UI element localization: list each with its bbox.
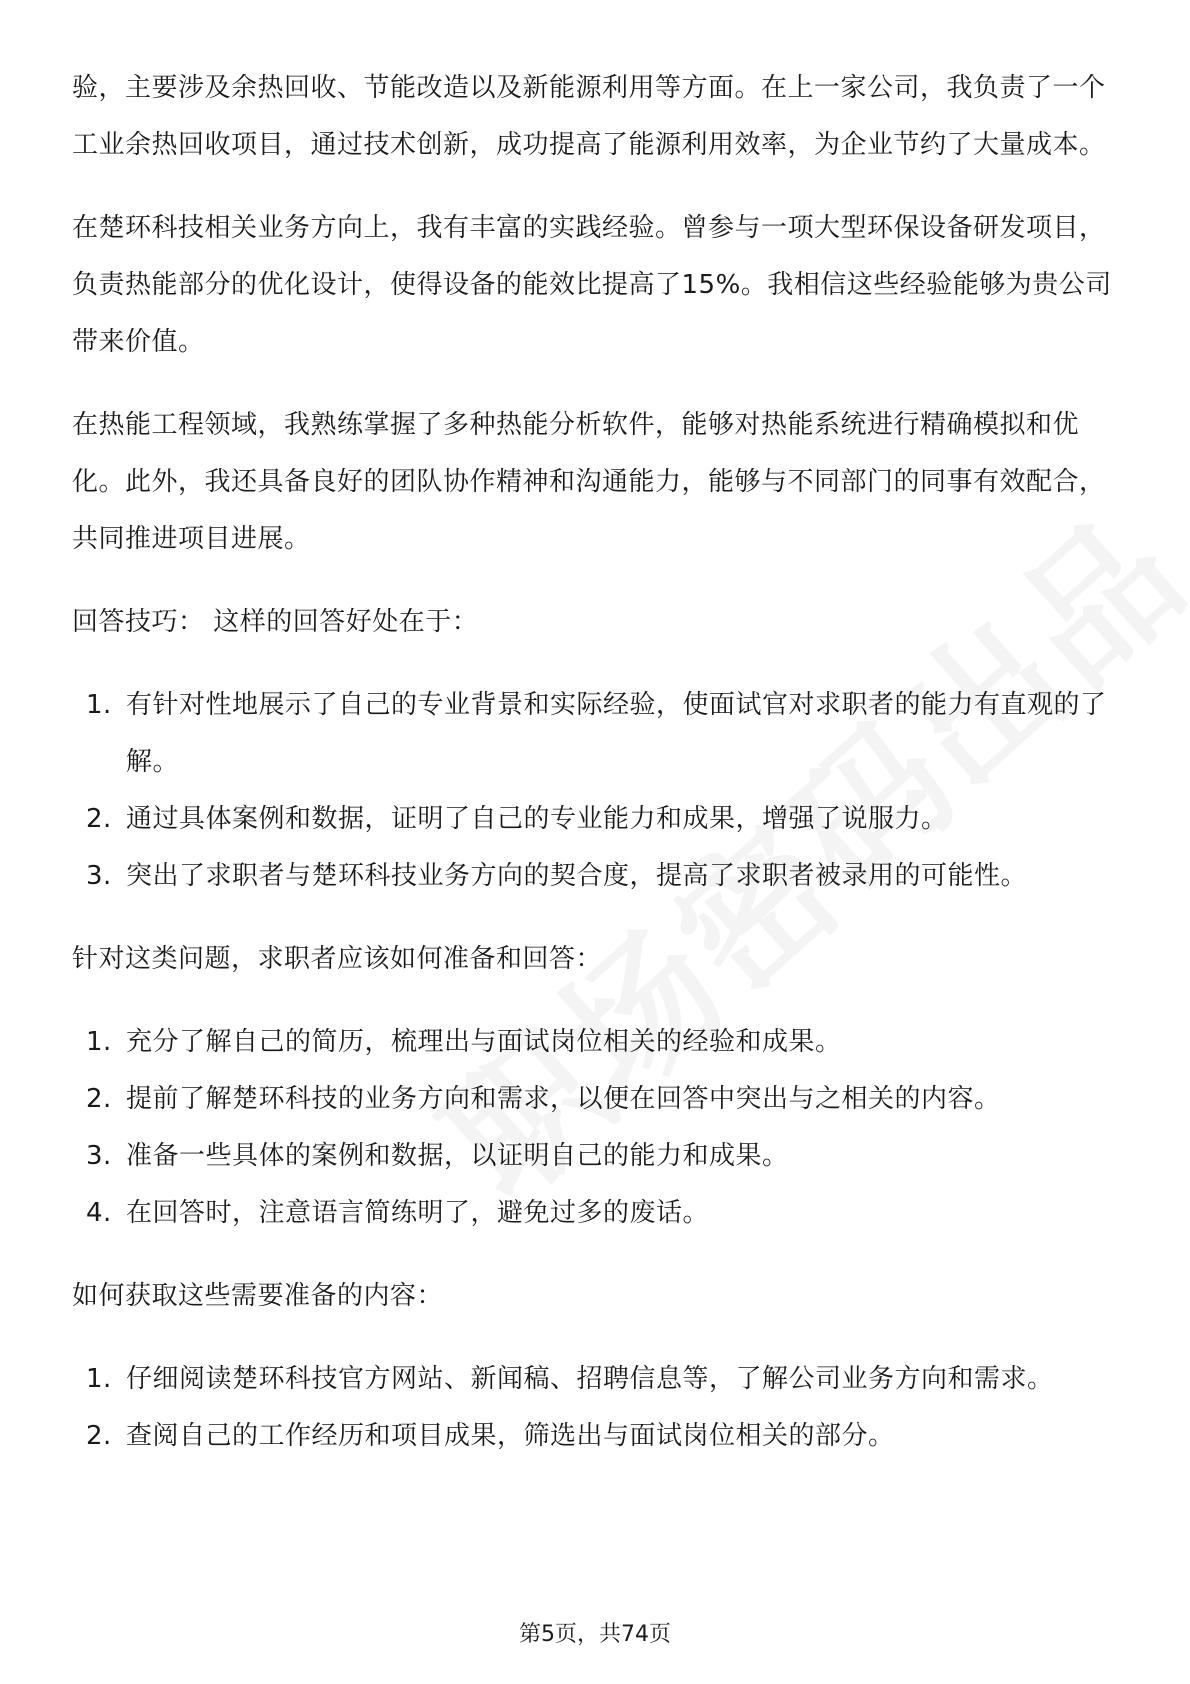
list-number: 1. [86,1027,112,1057]
list-item [72,848,1118,905]
source-heading: 如何获取这些需要准备的内容： [72,1281,444,1311]
page-content [72,60,1118,1491]
list-number: 2. [86,1421,112,1451]
source-list [72,1351,1118,1465]
list-item [72,1351,1118,1408]
list-number: 2. [86,804,112,834]
list-text: 通过具体案例和数据，证明了自己的专业能力和成果，增强了说服力。 [126,804,948,834]
list-text: 突出了求职者与楚环科技业务方向的契合度，提高了求职者被录用的可能性。 [126,861,1028,891]
list-item [72,677,1118,791]
list-item [72,1071,1118,1128]
list-number: 1. [86,1364,112,1394]
list-text: 有针对性地展示了自己的专业背景和实际经验，使面试官对求职者的能力有直观的了解。 [126,690,1107,777]
prep-heading: 针对这类问题，求职者应该如何准备和回答： [72,944,603,974]
page-footer: 第5页，共74页 [519,1622,671,1647]
list-number: 3. [86,1141,112,1171]
tips-list [72,677,1118,905]
list-text: 在回答时，注意语言简练明了，避免过多的废话。 [126,1198,710,1228]
list-item [72,791,1118,848]
paragraph-business-direction: 在楚环科技相关业务方向上，我有丰富的实践经验。曾参与一项大型环保设备研发项目，负责热能部分的优化设计，使得设备的能效比提高了15%。我相信这些经验能够为贵公司带来价值。 [72,213,1112,357]
paragraph-experience: 验，主要涉及余热回收、节能改造以及新能源利用等方面。在上一家公司，我负责了一个工业余热回收项目，通过技术创新，成功提高了能源利用效率，为企业节约了大量成本。 [72,73,1106,160]
list-item [72,1014,1118,1071]
list-item [72,1128,1118,1185]
list-text: 准备一些具体的案例和数据，以证明自己的能力和成果。 [126,1141,789,1171]
list-number: 4. [86,1198,112,1228]
list-item [72,1185,1118,1242]
list-text: 仔细阅读楚环科技官方网站、新闻稿、招聘信息等，了解公司业务方向和需求。 [126,1364,1054,1394]
list-number: 1. [86,690,112,720]
list-item [72,1408,1118,1465]
list-text: 提前了解楚环科技的业务方向和需求，以便在回答中突出与之相关的内容。 [126,1084,1001,1114]
list-text: 查阅自己的工作经历和项目成果，筛选出与面试岗位相关的部分。 [126,1421,895,1451]
list-text: 充分了解自己的简历，梳理出与面试岗位相关的经验和成果。 [126,1027,842,1057]
paragraph-thermal-skills: 在热能工程领域，我熟练掌握了多种热能分析软件，能够对热能系统进行精确模拟和优化。此外，我还具备良好的团队协作精神和沟通能力，能够与不同部门的同事有效配合，共同推进项目进展。 [72,410,1106,554]
list-number: 3. [86,861,112,891]
list-number: 2. [86,1084,112,1114]
prep-list [72,1014,1118,1242]
tips-heading: 回答技巧： 这样的回答好处在于： [72,607,479,637]
